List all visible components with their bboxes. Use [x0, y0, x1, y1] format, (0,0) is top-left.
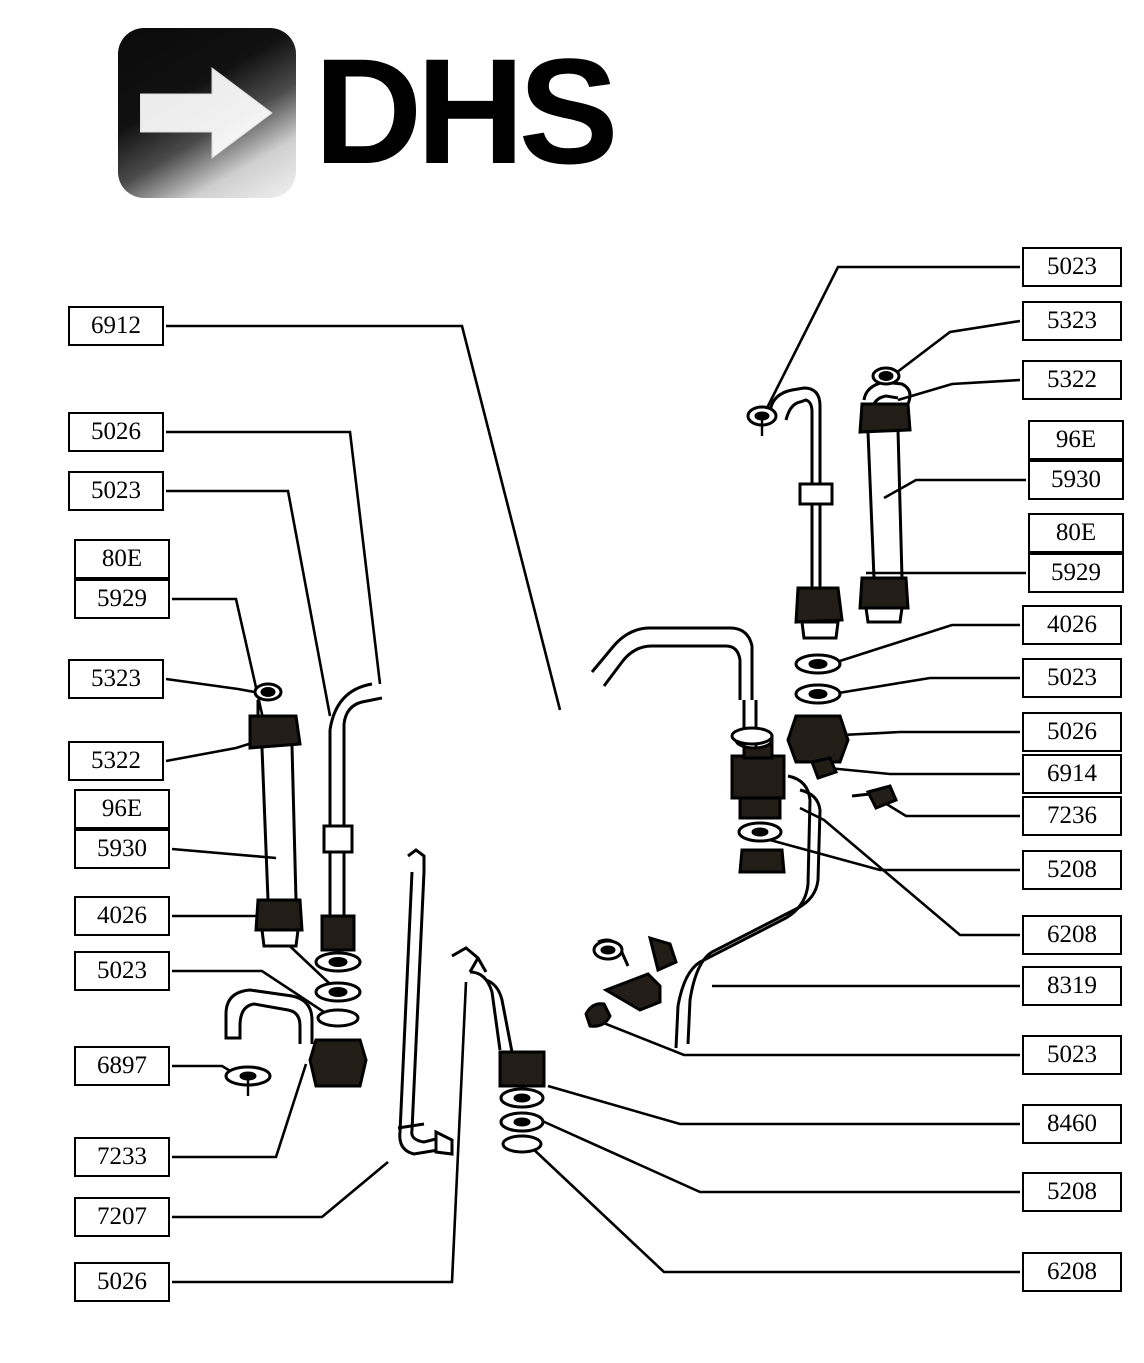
callout-5023-lower[interactable]: 5023	[74, 951, 170, 991]
callout-5322-right[interactable]: 5322	[1022, 360, 1122, 400]
callout-8460-right[interactable]: 8460	[1022, 1104, 1122, 1144]
callout-5930-right[interactable]: 5930	[1028, 460, 1124, 500]
callout-6912[interactable]: 6912	[68, 306, 164, 346]
callout-8319-right[interactable]: 8319	[1022, 966, 1122, 1006]
callout-6208-right[interactable]: 6208	[1022, 915, 1122, 955]
callout-5323-right[interactable]: 5323	[1022, 301, 1122, 341]
callout-5026[interactable]: 5026	[68, 412, 164, 452]
callout-5322[interactable]: 5322	[68, 741, 164, 781]
callout-7233[interactable]: 7233	[74, 1137, 170, 1177]
callout-5026-lower[interactable]: 5026	[74, 1262, 170, 1302]
callout-4026-right[interactable]: 4026	[1022, 605, 1122, 645]
callout-6208-low-right[interactable]: 6208	[1022, 1252, 1122, 1292]
callout-5929-right[interactable]: 5929	[1028, 553, 1124, 593]
callout-6914-right[interactable]: 6914	[1022, 754, 1122, 794]
callout-5023-low-right[interactable]: 5023	[1022, 1035, 1122, 1075]
callout-5023[interactable]: 5023	[68, 471, 164, 511]
callout-80E-right[interactable]: 80E	[1028, 513, 1124, 553]
callout-7236-right[interactable]: 7236	[1022, 796, 1122, 836]
brand-wordmark: DHS	[314, 27, 613, 195]
callout-96E[interactable]: 96E	[74, 789, 170, 829]
callout-5023-top-right[interactable]: 5023	[1022, 247, 1122, 287]
callout-5208-right[interactable]: 5208	[1022, 850, 1122, 890]
callout-4026[interactable]: 4026	[74, 896, 170, 936]
callout-5323[interactable]: 5323	[68, 659, 164, 699]
callout-5208-low-right[interactable]: 5208	[1022, 1172, 1122, 1212]
callout-7207[interactable]: 7207	[74, 1197, 170, 1237]
callout-5026-right[interactable]: 5026	[1022, 712, 1122, 752]
callout-5930[interactable]: 5930	[74, 829, 170, 869]
callout-5023-mid-right[interactable]: 5023	[1022, 658, 1122, 698]
callout-80E[interactable]: 80E	[74, 539, 170, 579]
callout-5929[interactable]: 5929	[74, 579, 170, 619]
callout-96E-right[interactable]: 96E	[1028, 420, 1124, 460]
callout-6897[interactable]: 6897	[74, 1046, 170, 1086]
